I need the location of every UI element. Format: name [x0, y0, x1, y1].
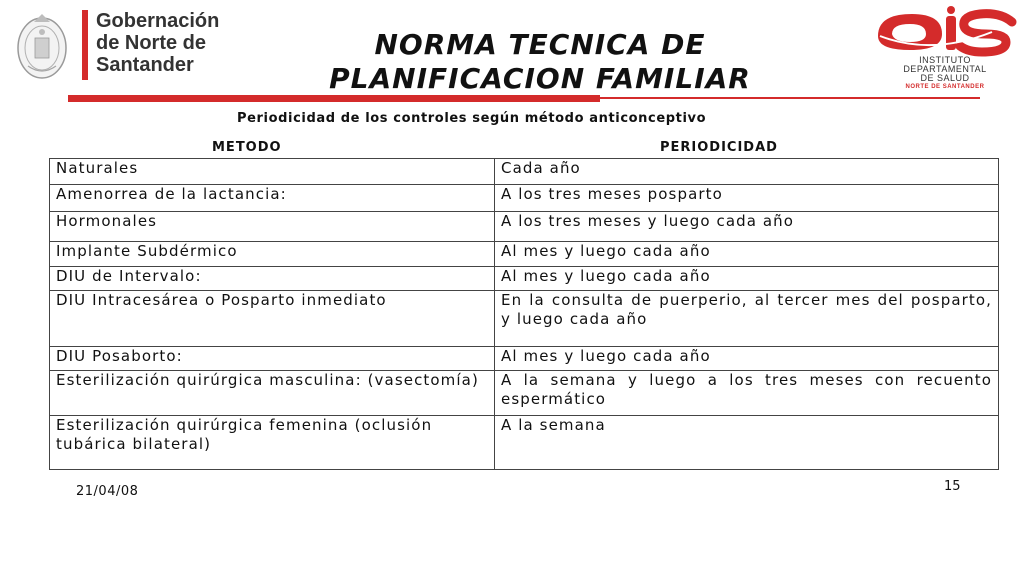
period-cell: A la semana: [495, 416, 999, 470]
slide-title: [240, 28, 840, 96]
ids-line-4: NORTE DE SANTANDER: [905, 84, 985, 90]
title-line-2: PLANIFICACION FAMILIAR: [329, 62, 751, 95]
seal-icon: [14, 8, 70, 82]
government-logo-bar: [82, 10, 88, 80]
method-cell: Esterilización quirúrgica masculina: (vasectomía): [50, 371, 495, 416]
method-cell: Implante Subdérmico: [50, 242, 495, 267]
table-row: [50, 242, 999, 267]
period-cell: A la semana y luego a los tres meses con recuento espermático: [495, 371, 999, 416]
page-number: 15: [944, 479, 961, 494]
column-header-period: PERIODICIDAD: [660, 140, 778, 155]
table-row: [50, 291, 999, 347]
periodicity-table: [49, 158, 999, 470]
method-cell: Amenorrea de la lactancia:: [50, 185, 495, 212]
table-row: [50, 371, 999, 416]
table-subtitle: Periodicidad de los controles según método anticonceptivo: [237, 111, 707, 126]
ids-logo-icon: [872, 6, 1018, 58]
ids-line-1: INSTITUTO: [919, 55, 971, 65]
period-cell: Cada año: [495, 159, 999, 185]
ids-line-2: DEPARTAMENTAL: [903, 64, 987, 74]
footer-date: 21/04/08: [76, 484, 139, 499]
period-cell: En la consulta de puerperio, al tercer mes del posparto, y luego cada año: [495, 291, 999, 347]
empty-area: [0, 518, 1024, 576]
method-cell: DIU de Intervalo:: [50, 267, 495, 291]
method-cell: DIU Intracesárea o Posparto inmediato: [50, 291, 495, 347]
period-cell: Al mes y luego cada año: [495, 242, 999, 267]
title-line-1: NORMA TECNICA DE: [374, 28, 706, 61]
table-row: [50, 159, 999, 185]
table-row: [50, 267, 999, 291]
government-line-2: de Norte de: [96, 32, 207, 54]
method-cell: Hormonales: [50, 212, 495, 242]
method-cell: Esterilización quirúrgica femenina (oclusión tubárica bilateral): [50, 416, 495, 470]
method-cell: Naturales: [50, 159, 495, 185]
header-thin-rule: [600, 97, 980, 99]
method-cell: DIU Posaborto:: [50, 347, 495, 371]
government-line-1: Gobernación: [96, 10, 220, 32]
period-cell: A los tres meses posparto: [495, 185, 999, 212]
table-row: [50, 212, 999, 242]
period-cell: A los tres meses y luego cada año: [495, 212, 999, 242]
period-cell: Al mes y luego cada año: [495, 267, 999, 291]
government-name: [96, 10, 219, 76]
table-row: [50, 347, 999, 371]
table-row: [50, 185, 999, 212]
government-line-3: Santander: [96, 54, 194, 76]
ids-line-3: DE SALUD: [920, 73, 970, 83]
ids-name: [872, 56, 1018, 92]
header-red-rule: [68, 95, 600, 102]
column-header-method: METODO: [212, 140, 282, 155]
table-row: [50, 416, 999, 470]
period-cell: Al mes y luego cada año: [495, 347, 999, 371]
